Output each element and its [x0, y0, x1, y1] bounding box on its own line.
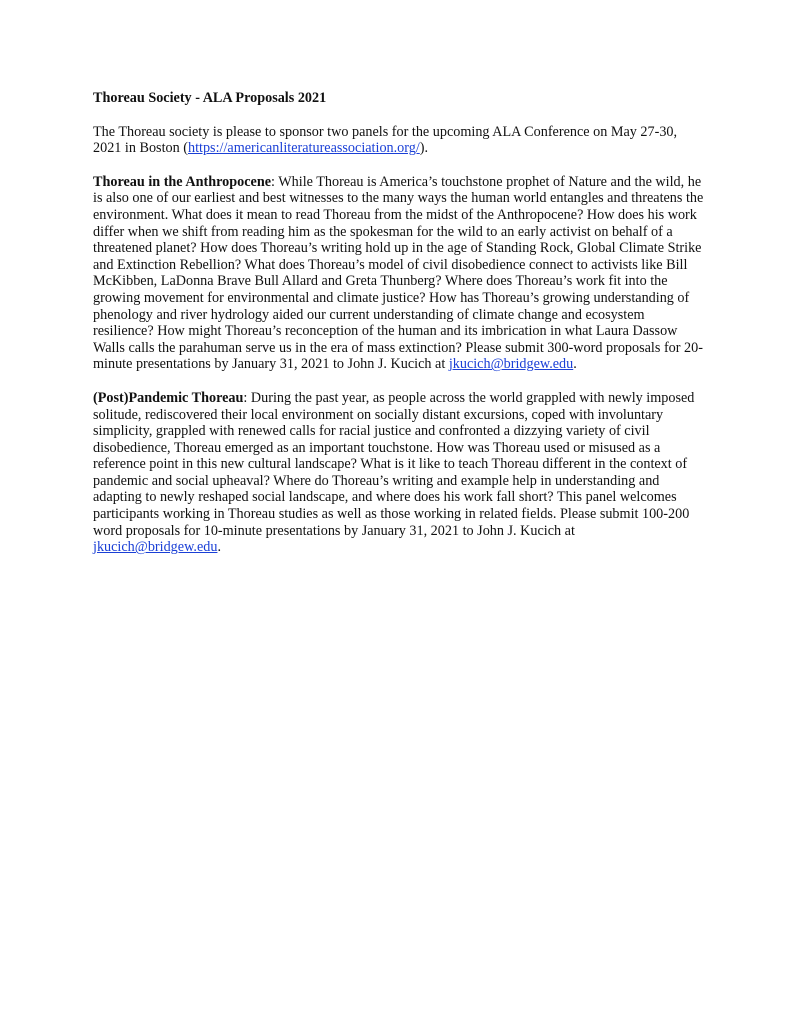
email-link[interactable]: jkucich@bridgew.edu	[93, 539, 218, 556]
intro-text-end: ).	[419, 140, 429, 157]
email-link[interactable]: jkucich@bridgew.edu	[448, 356, 574, 373]
panel-anthropocene	[93, 174, 705, 373]
panel-body: : While Thoreau is America’s touchstone prophet of Nature and the wild, he is also one of our earliest and best witnesses to the many ways the human world entangles and threatens the environment. What does it mean to read Thoreau from the midst of the Anthropocene? How does his work differ when we shift from reading him as the spokesman for the wild to an early activist on behalf of a threatened planet? How does Thoreau’s writing hold up in the age of Standing Rock, Global Climate Strike and Extinction Rebellion? What does Thoreau’s model of civil disobedience connect to activists like Bill McKibben, LaDonna Brave Bull Allard and Greta Thunberg? Where does Thoreau’s work fit into the growing movement for environmental and climate justice? How has Thoreau’s growing understanding of phenology and river hydrology aided our current understanding of climate change and ecosystem resilience? How might Thoreau’s reconception of the human and its imbrication in what Laura Dassow Walls calls the parahuman serve us in the era of mass extinction? Please submit 300-word proposals for 20-minute presentations by January 31, 2021 to John J. Kucich at	[93, 173, 704, 373]
intro-paragraph	[93, 124, 705, 157]
document-title: Thoreau Society - ALA Proposals 2021	[93, 90, 327, 106]
panel-body: : During the past year, as people across the world grappled with newly imposed solitude, rediscovered their local environment on socially distant excursions, coped with involuntary simplicity, grappled with renewed calls for racial justice and confronted a dizzying variety of civil disobedience, Thoreau emerged as an important touchstone. How was Thoreau used or misused as a reference point in this new cultural landscape? What is it like to teach Thoreau different in the context of pandemic and social upheaval? Where do Thoreau’s writing and example help in understanding and adapting to newly reshaped social landscape, and where does his work fall short? This panel welcomes participants working in Thoreau studies as well as those working in related fields. Please submit 100-200 word proposals for 10-minute presentations by January 31, 2021 to John J. Kucich at	[93, 389, 695, 539]
intro-text: The Thoreau society is please to sponsor two panels for the upcoming ALA Conference on May 27-30, 2021 in Boston (	[93, 123, 678, 157]
conference-link[interactable]: https://americanliteratureassociation.org/	[187, 140, 420, 157]
panel-end: .	[217, 539, 221, 556]
document-page	[93, 90, 705, 573]
panel-heading: Thoreau in the Anthropocene	[93, 173, 272, 190]
panel-end: .	[573, 356, 577, 373]
panel-heading: (Post)Pandemic Thoreau	[93, 389, 244, 406]
panel-pandemic	[93, 390, 705, 556]
